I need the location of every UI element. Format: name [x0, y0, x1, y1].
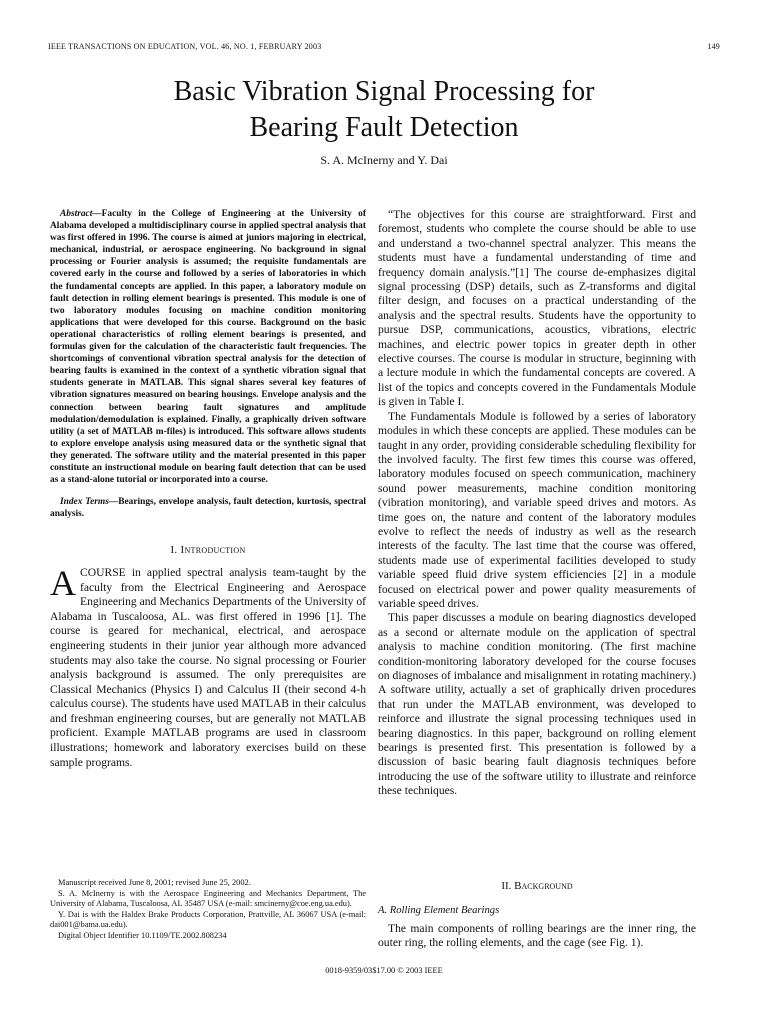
footnote-doi: Digital Object Identifier 10.1109/TE.2002.808234: [58, 930, 227, 940]
abstract-text: Faculty in the College of Engineering at the University of Alabama developed a multidisciplinary course in applied spectral analysis that was first offered in 1996. The course is aimed at juniors majoring in electrical, mechanical, industrial, or aerospace engineering. No background in signal processing or Fourier analysis is assumed; the requisite fundamentals are covered early in the course and followed by a series of laboratories in which the fundamental concepts are applied. In this paper, a laboratory module on fault detection in rolling element bearings is presented. This module is one of two laboratory modules focusing on machine condition monitoring applications that were developed for this course. Background on the basic operational characteristics of rolling element bearings is presented, and formulas given for the calculation of the characteristic fault frequencies. The shortcomings of conventional vibration spectral analysis for the detection of bearing faults is examined in the context of a synthetic vibration signal that students generate in MATLAB. This signal shares several key features of vibration signatures measured on bearing housings. Envelope analysis and the connection between bearing fault signatures and amplitude modulation/demodulation is explained. Finally, a graphically driven software utility (a set of MATLAB m-files) is introduced. This software allows students to explore envelope analysis using measured data or the synthetic signal that they generated. The software utility and the material presented in this paper constitute an instructional module on bearing fault detection that can be used as a stand-alone tutorial or incorporated into a course.: [50, 209, 366, 486]
title-line-1: Basic Vibration Signal Processing for: [173, 76, 595, 107]
index-terms-label: Index Terms—: [60, 497, 119, 508]
running-header: [48, 42, 720, 51]
subsection-heading-rolling-bearings: A. Rolling Element Bearings: [378, 905, 500, 916]
section-heading-introduction: I. Introduction: [170, 544, 246, 557]
copyright-footer: 0018-9359/03$17.00 © 2003 IEEE: [325, 966, 443, 975]
introduction-text: COURSE in applied spectral analysis team-taught by the faculty from the Electrical Engineering and Aerospace Engineering and Mechanics Departments of the University of Alabama in Tuscaloosa, AL. was first offered in 1996 [1]. The course is geared for mechanical, electrical, and aerospace engineering students in their junior year although more advanced students may also take the course. No signal processing or Fourier analysis background is assumed. The only prerequisites are Classical Mechanics (Physics I) and Calculus II (their second 4-h calculus course). The students have used MATLAB in their calculus and freshman engineering courses, but are generally not MATLAB proficient. Example MATLAB programs are used in classroom illustrations; homework and laboratory exercises build on these sample programs.: [50, 565, 366, 769]
authors: S. A. McInerny and Y. Dai: [320, 153, 448, 167]
body-paragraph: The Fundamentals Module is followed by a series of laboratory modules in which these concepts are applied. These modules can be taught in any order, providing considerable scheduling flexibility for the involved faculty. The first few times this course was offered, laboratory modules focused on speech communication, machinery sound power measurements, machine condition monitoring (vibration monitoring), and variable speed drives and motors. As time goes on, the nature and content of the laboratory modules evolve to reflect the needs of industry as well as the research interests of the faculty. The last time that the course was offered, students made use of experimental facilities developed to study variable speed fluid drive system efficiencies [2] in a module focused on electrical power and power quality measurements of variable speed drives.: [378, 409, 696, 610]
index-terms-text: Bearings, envelope analysis, fault detection, kurtosis, spectral analysis.: [50, 497, 366, 520]
background-paragraph: The main components of rolling bearings are the inner ring, the outer ring, the rolling elements, and the cage (see Fig. 1).: [378, 922, 696, 950]
footnote-received: Manuscript received June 8, 2001; revised June 25, 2002.: [58, 878, 251, 887]
body-paragraph: “The objectives for this course are straightforward. First and foremost, students who complete the course should be able to use and understand a two-channel spectral analyzer. This means the students must have a fundamental understanding of time and frequency domain analysis.”[1] The course de-emphasizes digital signal processing (DSP) details, such as Z-transforms and digital filter design, and focuses on a practical understanding of the analysis and the spectral results. Students have the opportunity to pursue DSP, communications, acoustics, vibrations, electric machines, and electric power topics in greater depth in other elective courses. The course is modular in structure, beginning with a lecture module in which the fundamental concepts are covered. A list of the topics and concepts covered in the Fundamentals Module is given in Table I.: [378, 208, 696, 409]
drop-cap: A: [50, 562, 76, 603]
paper-title: [0, 74, 768, 146]
index-terms: [50, 496, 366, 520]
title-line-2: Bearing Fault Detection: [249, 112, 519, 143]
footnote-author-1: S. A. McInerny is with the Aerospace Engineering and Mechanics Department, The University of Alabama, Tuscaloosa, AL 35487 USA (e-mail: smcinerny@coe.eng.ua.edu).: [50, 888, 366, 909]
footnote-author-2: Y. Dai is with the Haldex Brake Products Corporation, Prattville, AL 36067 USA (e-mail: dai001@bama.ua.edu).: [50, 909, 366, 930]
abstract: [50, 208, 366, 486]
body-paragraph: This paper discusses a module on bearing diagnostics developed as a second or alternate module on the application of spectral analysis to machine condition monitoring. (The first machine condition-monitoring laboratory developed for the course focuses on diagnoses of imbalance and misalignment in rotating machinery.) A software utility, actually a set of graphically driven procedures that run under the MATLAB environment, was developed to reinforce and illustrate the signal processing techniques used in bearing diagnostics. In this paper, background on rolling element bearings is presented first. This presentation is followed by a discussion of basic bearing fault diagnosis techniques before introducing the use of the software utility to illustrate and reinforce these techniques.: [378, 611, 696, 798]
abstract-label: Abstract—: [60, 209, 102, 219]
introduction-paragraph: [50, 562, 366, 770]
journal-line: IEEE TRANSACTIONS ON EDUCATION, VOL. 46, NO. 1, FEBRUARY 2003: [48, 42, 322, 51]
section-heading-background: II. Background: [501, 880, 573, 892]
page-number: 149: [707, 42, 720, 51]
right-column: [378, 208, 696, 799]
left-column: [50, 208, 366, 770]
footnotes: [50, 878, 366, 942]
